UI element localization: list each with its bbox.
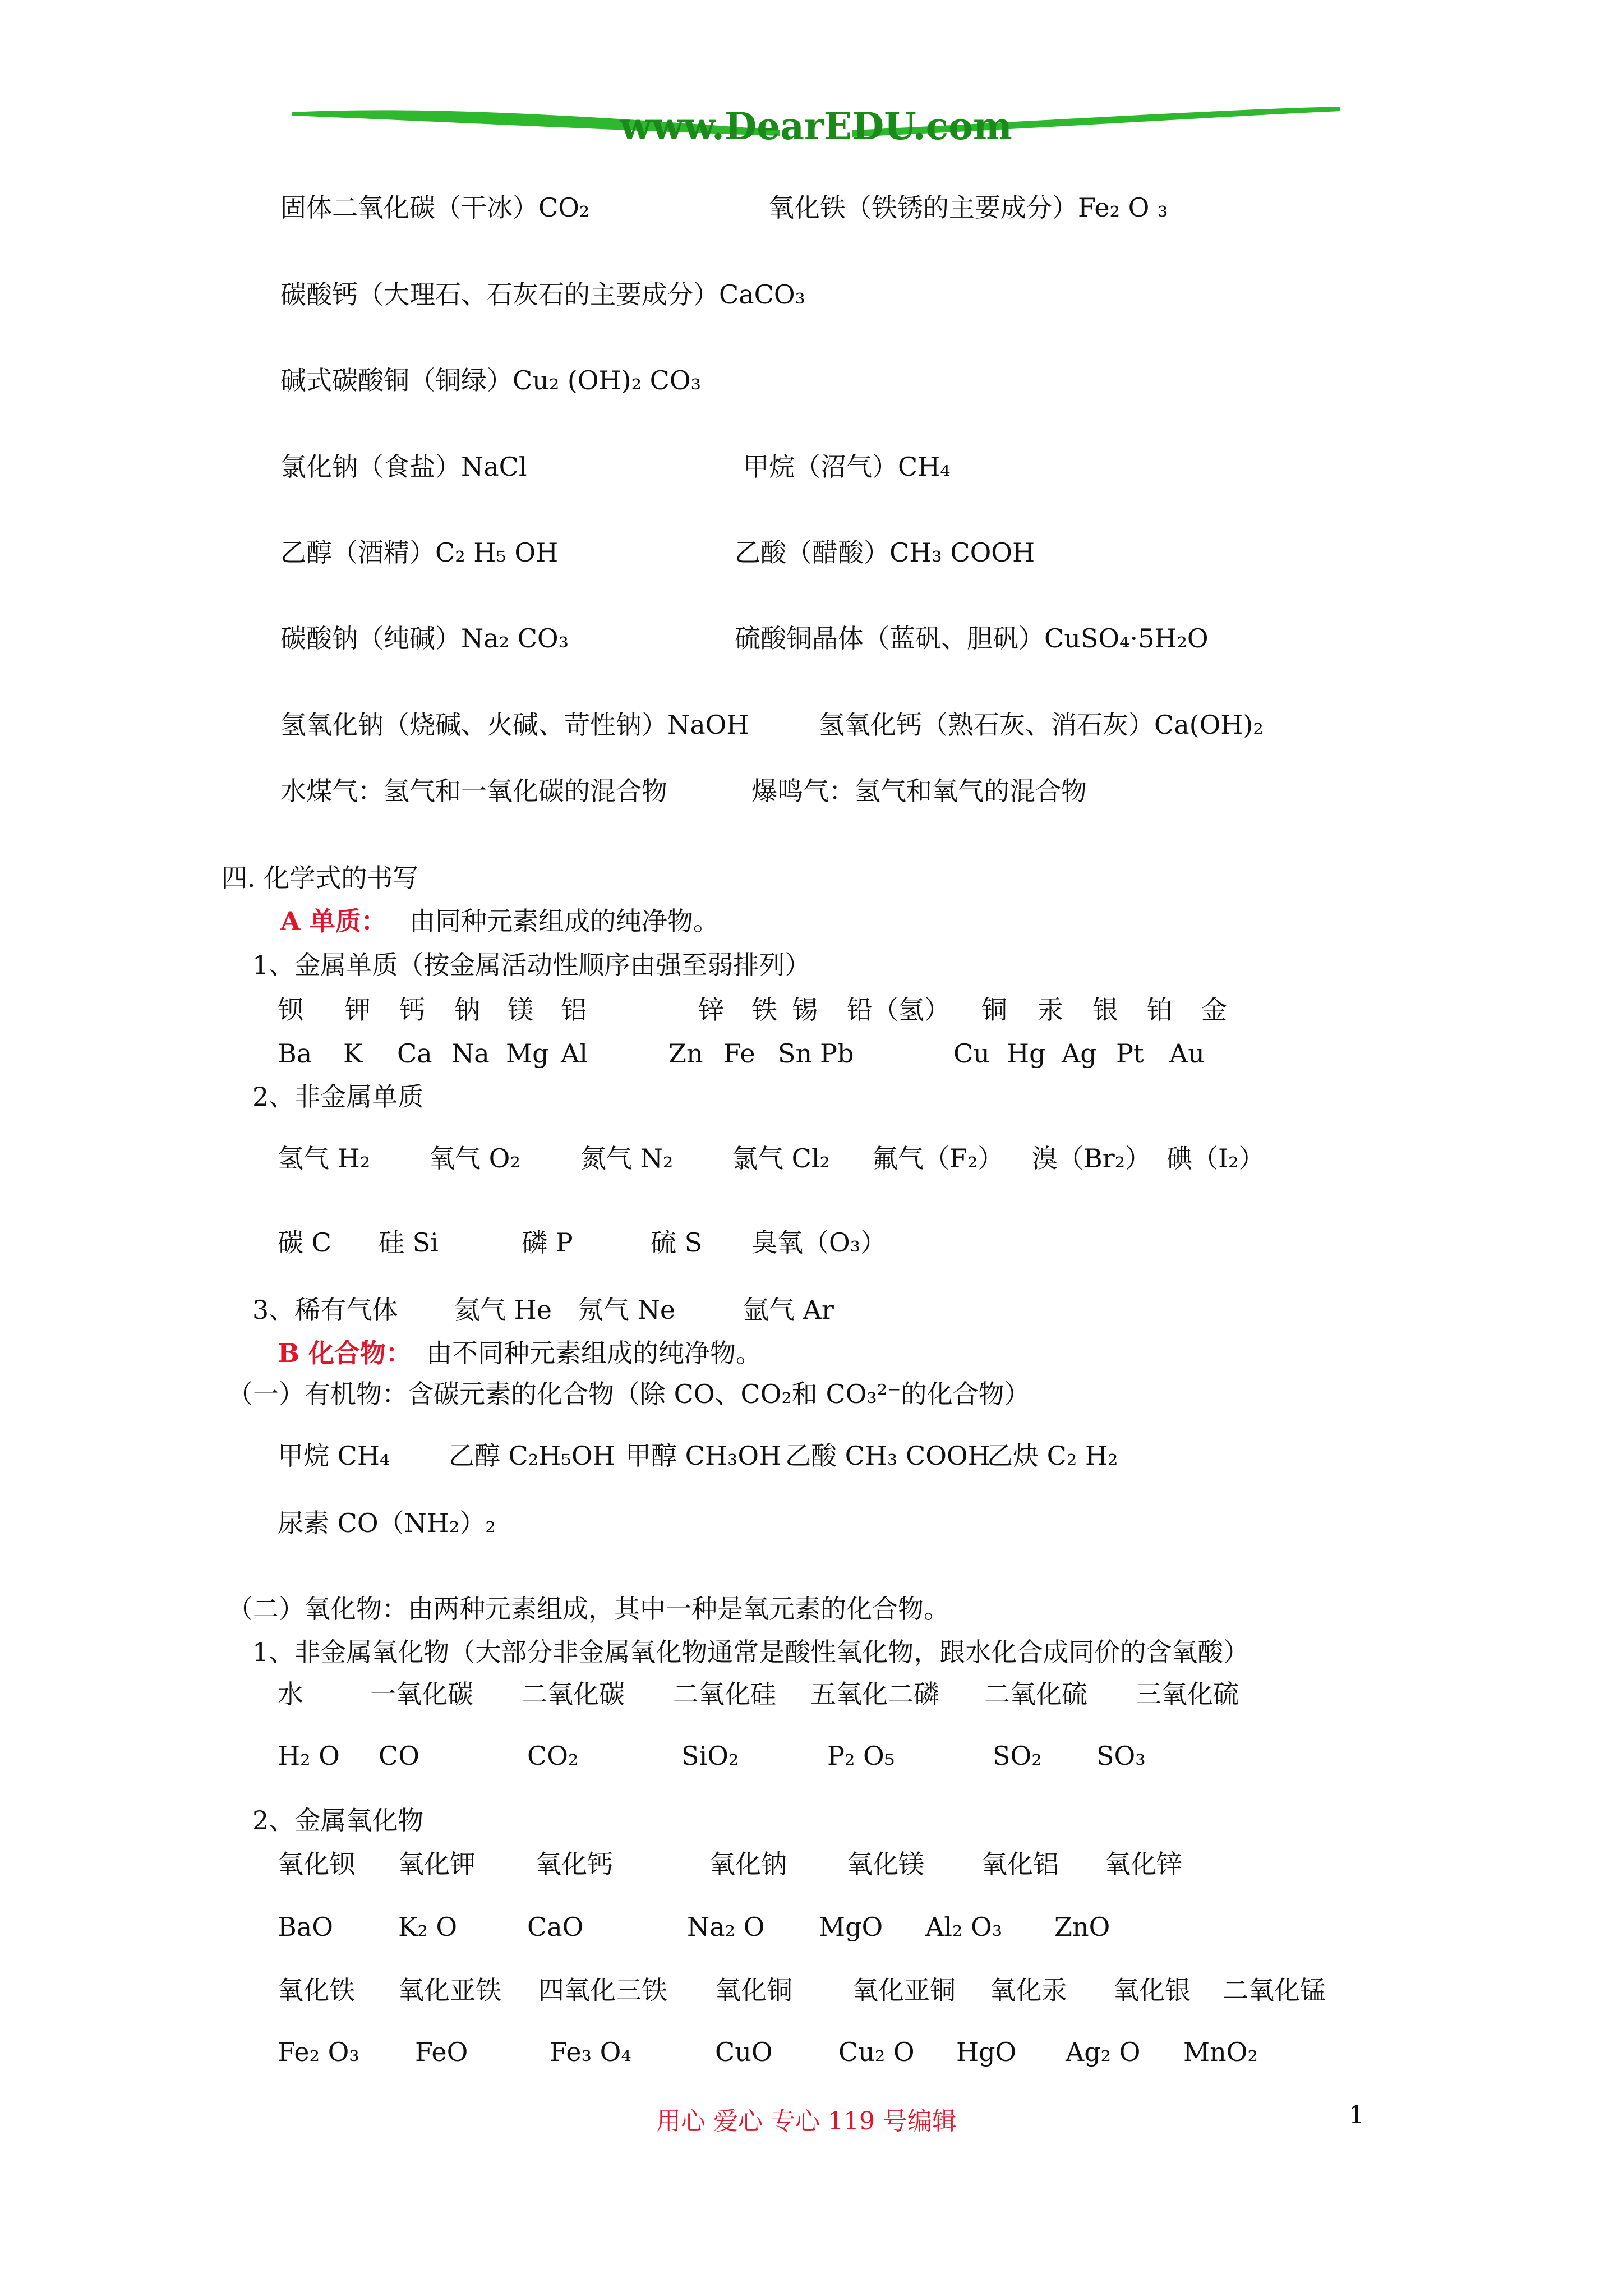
- text-line-23-part-4: 五氧化二磷: [810, 1679, 939, 1709]
- text-line-14-part-1: 氧气 O₂: [429, 1143, 520, 1174]
- text-line-19-part-1: 乙醇 C₂H₅OH: [449, 1441, 615, 1471]
- text-line-7-part-1: 爆鸣气：氢气和氧气的混合物: [751, 776, 1087, 806]
- text-line-11-part-11: 汞: [1038, 995, 1063, 1025]
- page-number: 1: [1349, 2101, 1364, 2129]
- text-line-12-part-5: Al: [561, 1038, 588, 1069]
- text-line-14-part-2: 氮气 N₂: [580, 1143, 674, 1174]
- text-line-17-part-0: B 化合物：: [278, 1338, 412, 1368]
- text-line-3-part-1: 甲烷（沼气）CH₄: [743, 452, 951, 482]
- text-line-28-part-4: 氧化亚铜: [852, 1975, 956, 2005]
- text-line-27-part-4: MgO: [819, 1912, 883, 1942]
- text-line-11-part-5: 铝: [561, 995, 587, 1025]
- text-line-15-part-0: 碳 C: [278, 1227, 331, 1258]
- text-line-29-part-5: HgO: [956, 2037, 1017, 2067]
- text-line-24-part-4: P₂ O₅: [827, 1741, 895, 1771]
- text-line-5-part-1: 硫酸铜晶体（蓝矾、胆矾）CuSO₄·5H₂O: [735, 623, 1209, 654]
- text-line-15-part-1: 硅 Si: [379, 1227, 439, 1258]
- text-line-11-part-13: 铂: [1147, 995, 1173, 1025]
- text-line-12-part-12: Ag: [1062, 1038, 1097, 1069]
- text-line-24-part-6: SO₃: [1096, 1741, 1146, 1771]
- text-line-16-part-0: 3、稀有气体: [252, 1295, 398, 1325]
- text-line-12-part-11: Hg: [1007, 1038, 1046, 1069]
- text-line-12-part-10: Cu: [953, 1038, 990, 1069]
- text-line-12-part-4: Mg: [506, 1038, 549, 1069]
- text-line-23-part-1: 一氧化碳: [370, 1679, 473, 1709]
- text-line-11-part-7: 铁: [751, 995, 777, 1025]
- text-line-11-part-9: 铅（氢）: [847, 995, 950, 1025]
- text-line-14-part-3: 氯气 Cl₂: [732, 1143, 830, 1174]
- text-line-19-part-4: 乙炔 C₂ H₂: [987, 1441, 1118, 1471]
- text-line-19-part-0: 甲烷 CH₄: [278, 1441, 390, 1471]
- text-line-26-part-3: 氧化钠: [709, 1849, 787, 1879]
- text-line-27-part-3: Na₂ O: [687, 1912, 765, 1942]
- text-line-23-part-5: 二氧化硫: [984, 1679, 1087, 1709]
- text-line-28-part-3: 氧化铜: [715, 1975, 792, 2005]
- text-line-27-part-0: BaO: [278, 1912, 333, 1942]
- text-line-16-part-2: 氖气 Ne: [578, 1295, 676, 1325]
- text-line-14-part-5: 溴（Br₂）: [1032, 1143, 1151, 1174]
- text-line-28-part-7: 二氧化锰: [1223, 1975, 1326, 2005]
- text-line-12-part-14: Au: [1169, 1038, 1205, 1069]
- text-line-24-part-2: CO₂: [527, 1741, 579, 1771]
- site-name: www.DearEDU.com: [620, 104, 1012, 148]
- text-line-24-part-5: SO₂: [993, 1741, 1042, 1771]
- text-line-8-part-0: 四. 化学式的书写: [222, 863, 419, 893]
- text-line-28-part-1: 氧化亚铁: [398, 1975, 501, 2005]
- text-line-6-part-1: 氢氧化钙（熟石灰、消石灰）Ca(OH)₂: [819, 710, 1264, 740]
- text-line-11-part-10: 铜: [981, 995, 1007, 1025]
- text-line-7-part-0: 水煤气：氢气和一氧化碳的混合物: [280, 776, 667, 806]
- text-line-11-part-3: 钠: [454, 995, 480, 1025]
- text-line-4-part-0: 乙醇（酒精）C₂ H₅ OH: [280, 537, 559, 568]
- text-line-11-part-1: 钾: [345, 995, 371, 1025]
- text-line-23-part-0: 水: [278, 1679, 303, 1709]
- text-line-12-part-1: K: [343, 1038, 363, 1069]
- text-line-28-part-2: 四氧化三铁: [538, 1975, 667, 2005]
- text-line-14-part-6: 碘（I₂）: [1166, 1143, 1265, 1174]
- text-line-11-part-6: 锌: [698, 995, 724, 1025]
- text-line-16-part-3: 氩气 Ar: [743, 1295, 834, 1325]
- text-line-28-part-5: 氧化汞: [990, 1975, 1067, 2005]
- text-line-28-part-0: 氧化铁: [278, 1975, 355, 2005]
- text-line-22-part-0: 1、非金属氧化物（大部分非金属氧化物通常是酸性氧化物，跟水化合成同价的含氧酸）: [252, 1637, 1249, 1667]
- text-line-23-part-2: 二氧化碳: [522, 1679, 625, 1709]
- text-line-23-part-6: 三氧化硫: [1136, 1679, 1239, 1709]
- text-line-13-part-0: 2、非金属单质: [252, 1082, 424, 1112]
- text-line-12-part-13: Pt: [1116, 1038, 1144, 1069]
- text-line-15-part-3: 硫 S: [651, 1227, 703, 1258]
- text-line-9-part-1: 由同种元素组成的纯净物。: [409, 906, 719, 936]
- text-line-12-part-7: Fe: [723, 1038, 755, 1069]
- text-line-11-part-4: 镁: [508, 995, 533, 1025]
- text-line-26-part-2: 氧化钙: [536, 1849, 613, 1879]
- text-line-12-part-9: Pb: [820, 1038, 854, 1069]
- text-line-11-part-12: 银: [1092, 995, 1118, 1025]
- text-line-24-part-3: SiO₂: [681, 1741, 739, 1771]
- text-line-29-part-7: MnO₂: [1183, 2037, 1258, 2067]
- text-line-11-part-8: 锡: [792, 995, 818, 1025]
- text-line-11-part-2: 钙: [399, 995, 425, 1025]
- text-line-27-part-6: ZnO: [1054, 1912, 1110, 1942]
- text-line-15-part-2: 磷 P: [522, 1227, 573, 1258]
- text-line-27-part-5: Al₂ O₃: [925, 1912, 1003, 1942]
- text-line-1-part-0: 碳酸钙（大理石、石灰石的主要成分）CaCO₃: [280, 279, 805, 310]
- text-line-26-part-0: 氧化钡: [278, 1849, 355, 1879]
- text-line-9-part-0: A 单质：: [280, 906, 387, 936]
- text-line-3-part-0: 氯化钠（食盐）NaCl: [280, 452, 527, 482]
- text-line-16-part-1: 氦气 He: [454, 1295, 552, 1325]
- text-line-29-part-3: CuO: [715, 2037, 773, 2067]
- text-line-0-part-1: 氧化铁（铁锈的主要成分）Fe₂ O ₃: [768, 192, 1168, 223]
- text-line-28-part-6: 氧化银: [1113, 1975, 1191, 2005]
- text-line-26-part-1: 氧化钾: [398, 1849, 476, 1879]
- text-line-14-part-4: 氟气（F₂）: [872, 1143, 1004, 1174]
- text-line-19-part-2: 甲醇 CH₃OH: [625, 1441, 782, 1471]
- text-line-26-part-5: 氧化铝: [981, 1849, 1059, 1879]
- text-line-23-part-3: 二氧化硅: [673, 1679, 776, 1709]
- text-line-26-part-4: 氧化镁: [847, 1849, 924, 1879]
- text-line-29-part-0: Fe₂ O₃: [278, 2037, 359, 2067]
- text-line-6-part-0: 氢氧化钠（烧碱、火碱、苛性钠）NaOH: [280, 710, 749, 740]
- text-line-11-part-0: 钡: [278, 995, 303, 1025]
- text-line-29-part-6: Ag₂ O: [1066, 2037, 1141, 2067]
- text-line-4-part-1: 乙酸（醋酸）CH₃ COOH: [735, 537, 1035, 568]
- text-line-26-part-6: 氧化锌: [1105, 1849, 1182, 1879]
- text-line-17-part-1: 由不同种元素组成的纯净物。: [426, 1338, 762, 1368]
- text-line-29-part-1: FeO: [415, 2037, 468, 2067]
- text-line-14-part-0: 氢气 H₂: [278, 1143, 371, 1174]
- text-line-5-part-0: 碳酸钠（纯碱）Na₂ CO₃: [280, 623, 569, 654]
- text-line-2-part-0: 碱式碳酸铜（铜绿）Cu₂ (OH)₂ CO₃: [280, 365, 702, 395]
- text-line-10-part-0: 1、金属单质（按金属活动性顺序由强至弱排列）: [252, 950, 811, 980]
- text-line-12-part-6: Zn: [668, 1038, 703, 1069]
- text-line-29-part-4: Cu₂ O: [838, 2037, 915, 2067]
- text-line-0-part-0: 固体二氧化碳（干冰）CO₂: [280, 192, 590, 223]
- text-line-19-part-3: 乙酸 CH₃ COOH: [785, 1441, 990, 1471]
- text-line-12-part-2: Ca: [397, 1038, 432, 1069]
- text-line-29-part-2: Fe₃ O₄: [550, 2037, 631, 2067]
- text-line-12-part-8: Sn: [778, 1038, 813, 1069]
- dearedu-logo: [292, 90, 1340, 157]
- text-line-24-part-0: H₂ O: [278, 1741, 340, 1771]
- text-line-21-part-0: （二）氧化物：由两种元素组成，其中一种是氧元素的化合物。: [227, 1594, 949, 1624]
- text-line-15-part-4: 臭氧（O₃）: [751, 1227, 887, 1258]
- text-line-25-part-0: 2、金属氧化物: [252, 1805, 424, 1835]
- text-line-11-part-14: 金: [1201, 995, 1227, 1025]
- text-line-12-part-0: Ba: [278, 1038, 312, 1069]
- text-line-24-part-1: CO: [379, 1741, 419, 1771]
- footer-text: 用心 爱心 专心 119 号编辑: [656, 2107, 957, 2136]
- text-line-20-part-0: 尿素 CO（NH₂）₂: [278, 1508, 496, 1538]
- text-line-27-part-1: K₂ O: [398, 1912, 458, 1942]
- text-line-12-part-3: Na: [451, 1038, 490, 1069]
- text-line-27-part-2: CaO: [527, 1912, 584, 1942]
- text-line-18-part-0: （一）有机物：含碳元素的化合物（除 CO、CO₂和 CO₃²⁻的化合物）: [227, 1379, 1030, 1409]
